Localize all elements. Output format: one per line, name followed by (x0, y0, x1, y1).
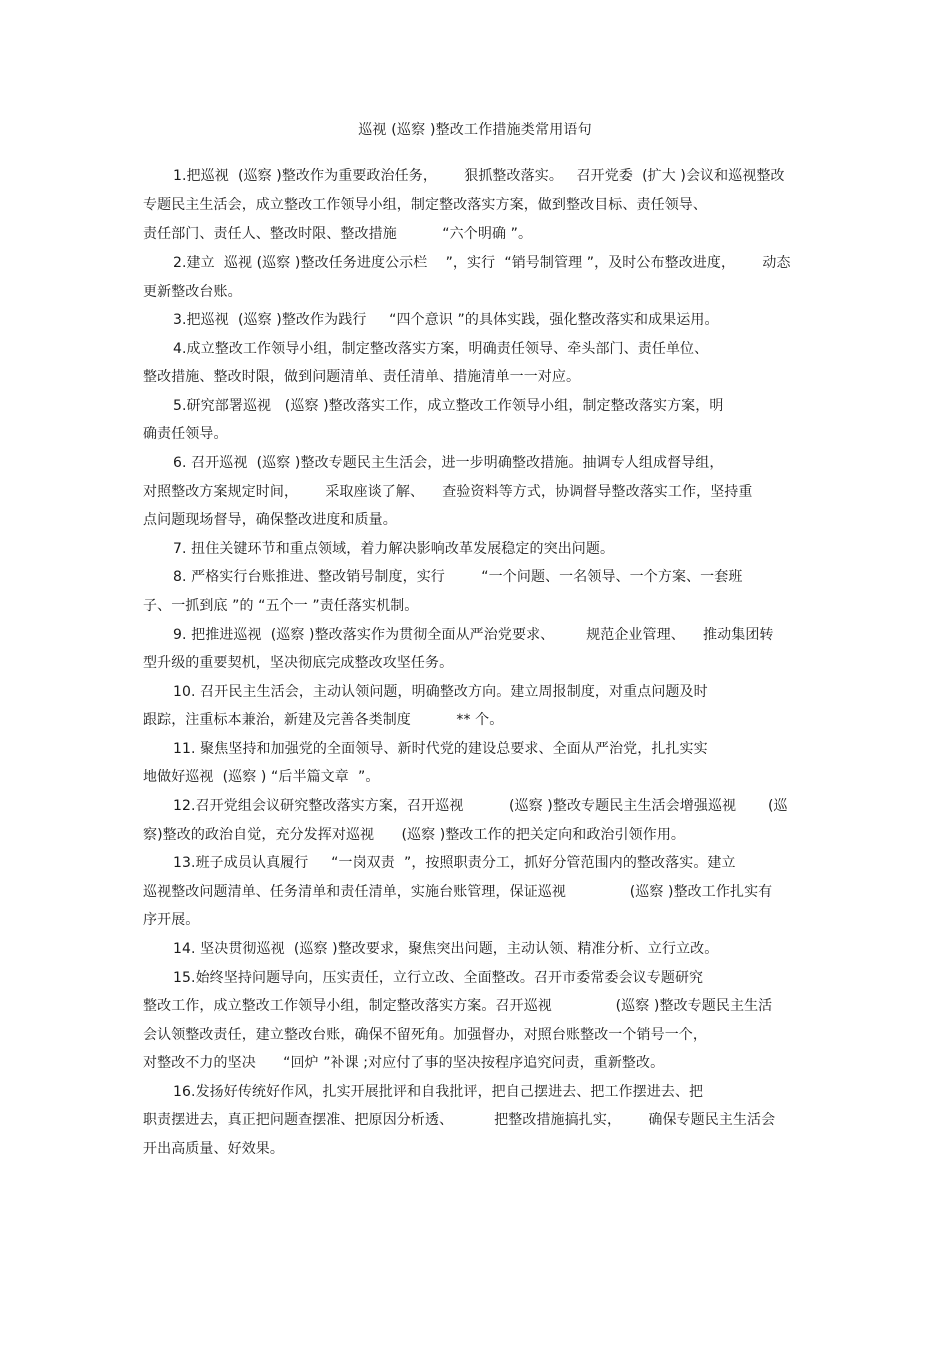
paragraph-line: 职责摆进去，真正把问题查摆准、把原因分析透、 把整改措施搞扎实， 确保专题民主生活会 (143, 1112, 776, 1128)
document-title: 巡视 (巡察 )整改工作措施类常用语句 (358, 122, 592, 138)
paragraph-line: 12.召开党组会议研究整改落实方案，召开巡视 (巡察 )整改专题民主生活会增强巡视 (巡 (173, 798, 788, 814)
paragraph-line: 责任部门、责任人、整改时限、整改措施 “六个明确 ”。 (143, 226, 533, 242)
paragraph-line: 14. 坚决贯彻巡视 (巡察 )整改要求，聚焦突出问题，主动认领、精准分析、立行立改。 (173, 941, 719, 957)
paragraph-line: 察)整改的政治自觉，充分发挥对巡视 (巡察 )整改工作的把关定向和政治引领作用。 (143, 827, 686, 843)
paragraph-line: 整改工作，成立整改工作领导小组，制定整改落实方案。召开巡视 (巡察 )整改专题民主生活 (143, 998, 773, 1014)
paragraph-line: 对整改不力的坚决 “回炉 ”补课 ;对应付了事的坚决按程序追究问责，重新整改。 (143, 1055, 665, 1071)
paragraph-line: 3.把巡视 (巡察 )整改作为践行 “四个意识 ”的具体实践，强化整改落实和成果运用。 (173, 312, 719, 328)
paragraph-line: 专题民主生活会，成立整改工作领导小组，制定整改落实方案，做到整改目标、责任领导、 (143, 197, 707, 213)
paragraph-line: 6. 召开巡视 (巡察 )整改专题民主生活会，进一步明确整改措施。抽调专人组成督导组， (173, 455, 724, 471)
paragraph-line: 11. 聚焦坚持和加强党的全面领导、新时代党的建设总要求、全面从严治党，扎扎实实 (173, 741, 708, 757)
paragraph-line: 确责任领导。 (143, 426, 228, 442)
paragraph-line: 8. 严格实行台账推进、整改销号制度，实行 “一个问题、一名领导、一个方案、一套班 (173, 569, 743, 585)
paragraph-line: 2.建立 巡视 (巡察 )整改任务进度公示栏 ”，实行 “销号制管理 ”，及时公布整改进度， 动态 (173, 255, 791, 271)
paragraph-line: 巡视整改问题清单、任务清单和责任清单，实施台账管理，保证巡视 (巡察 )整改工作扎实有 (143, 884, 773, 900)
paragraph-line: 跟踪，注重标本兼治，新建及完善各类制度 ** 个。 (143, 712, 504, 728)
paragraph-line: 地做好巡视 (巡察 ) “后半篇文章 ”。 (143, 769, 380, 785)
paragraph-line: 13.班子成员认真履行 “一岗双责 ”，按照职责分工，抓好分管范围内的整改落实。建立 (173, 855, 736, 871)
paragraph-line: 更新整改台账。 (143, 284, 242, 300)
paragraph-line: 15.始终坚持问题导向，压实责任，立行立改、全面整改。召开市委常委会议专题研究 (173, 970, 704, 986)
paragraph-line: 整改措施、整改时限，做到问题清单、责任清单、措施清单一一对应。 (143, 369, 581, 385)
paragraph-line: 10. 召开民主生活会，主动认领问题，明确整改方向。建立周报制度，对重点问题及时 (173, 684, 708, 700)
paragraph-line: 子、一抓到底 ”的 “五个一 ”责任落实机制。 (143, 598, 419, 614)
paragraph-line: 1.把巡视 (巡察 )整改作为重要政治任务， 狠抓整改落实。 召开党委 (扩大 )会议和巡视整改 (173, 168, 785, 184)
paragraph-line: 会认领整改责任，建立整改台账，确保不留死角。加强督办，对照台账整改一个销号一个， (143, 1027, 707, 1043)
paragraph-line: 开出高质量、好效果。 (143, 1141, 284, 1157)
paragraph-line: 16.发扬好传统好作风，扎实开展批评和自我批评，把自己摆进去、把工作摆进去、把 (173, 1084, 704, 1100)
paragraph-line: 对照整改方案规定时间， 采取座谈了解、 查验资料等方式，协调督导整改落实工作，坚持重 (143, 484, 753, 500)
paragraph-line: 点问题现场督导，确保整改进度和质量。 (143, 512, 397, 528)
paragraph-line: 9. 把推进巡视 (巡察 )整改落实作为贯彻全面从严治党要求、 规范企业管理、 推动集团转 (173, 627, 774, 643)
paragraph-line: 7. 扭住关键环节和重点领域，着力解决影响改革发展稳定的突出问题。 (173, 541, 615, 557)
paragraph-line: 序开展。 (143, 912, 200, 928)
paragraph-line: 5.研究部署巡视 (巡察 )整改落实工作，成立整改工作领导小组，制定整改落实方案，明 (173, 398, 724, 414)
paragraph-line: 4.成立整改工作领导小组，制定整改落实方案，明确责任领导、牵头部门、责任单位、 (173, 341, 709, 357)
paragraph-line: 型升级的重要契机，坚决彻底完成整改攻坚任务。 (143, 655, 454, 671)
